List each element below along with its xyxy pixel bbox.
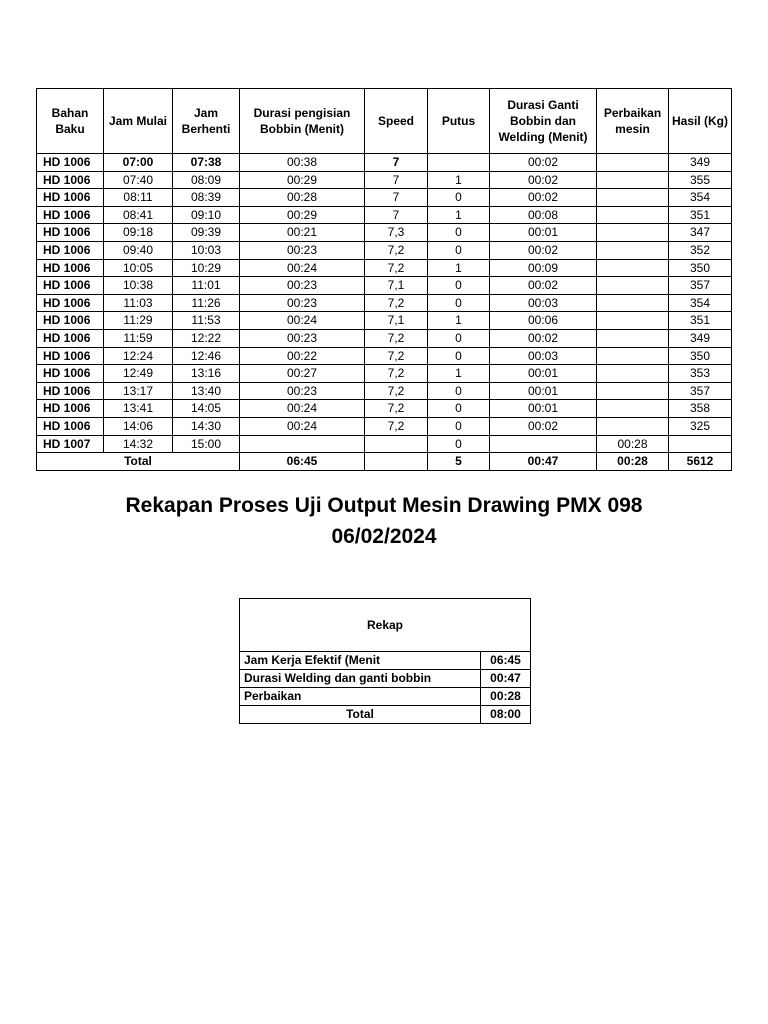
cell-speed: 7,2 [365, 365, 428, 383]
cell-durasi-ganti: 00:01 [490, 365, 597, 383]
cell-bahan-baku: HD 1006 [37, 312, 104, 330]
table-row [37, 312, 732, 330]
cell-jam-berhenti: 11:01 [173, 277, 240, 295]
cell-jam-mulai: 13:41 [104, 400, 173, 418]
cell-bahan-baku: HD 1006 [37, 189, 104, 207]
cell-hasil: 350 [669, 347, 732, 365]
cell-durasi-ganti: 00:02 [490, 277, 597, 295]
cell-speed: 7,3 [365, 224, 428, 242]
cell-durasi-ganti: 00:02 [490, 154, 597, 172]
rekap-header: Rekap [240, 599, 531, 652]
cell-perbaikan [597, 206, 669, 224]
cell-durasi-ganti: 00:02 [490, 329, 597, 347]
cell-durasi-pengisian: 00:24 [240, 259, 365, 277]
cell-perbaikan [597, 171, 669, 189]
cell-jam-mulai: 11:59 [104, 329, 173, 347]
cell-jam-berhenti: 14:30 [173, 417, 240, 435]
cell-bahan-baku: HD 1006 [37, 154, 104, 172]
cell-hasil: 349 [669, 154, 732, 172]
cell-hasil: 357 [669, 277, 732, 295]
cell-perbaikan [597, 312, 669, 330]
table-row [37, 365, 732, 383]
cell-hasil: 325 [669, 417, 732, 435]
cell-durasi-pengisian: 00:23 [240, 382, 365, 400]
cell-jam-mulai: 11:03 [104, 294, 173, 312]
cell-jam-mulai: 11:29 [104, 312, 173, 330]
rekap-row [240, 652, 531, 670]
cell-perbaikan [597, 347, 669, 365]
rekap-header-row [240, 599, 531, 652]
cell-putus: 0 [428, 347, 490, 365]
rekap-value: 00:28 [481, 688, 531, 706]
document-title [0, 490, 768, 552]
cell-jam-mulai: 10:05 [104, 259, 173, 277]
rekap-total-row [240, 706, 531, 724]
cell-jam-berhenti: 08:09 [173, 171, 240, 189]
cell-speed: 7,2 [365, 241, 428, 259]
cell-perbaikan: 00:28 [597, 435, 669, 453]
header-hasil: Hasil (Kg) [669, 89, 732, 154]
cell-durasi-ganti: 00:01 [490, 224, 597, 242]
cell-perbaikan [597, 382, 669, 400]
cell-putus: 0 [428, 241, 490, 259]
cell-hasil: 355 [669, 171, 732, 189]
cell-durasi-pengisian: 00:24 [240, 417, 365, 435]
cell-durasi-pengisian: 00:24 [240, 400, 365, 418]
header-jam-berhenti: Jam Berhenti [173, 89, 240, 154]
cell-perbaikan [597, 259, 669, 277]
cell-bahan-baku: HD 1006 [37, 206, 104, 224]
cell-bahan-baku: HD 1006 [37, 417, 104, 435]
header-durasi-pengisian: Durasi pengisian Bobbin (Menit) [240, 89, 365, 154]
cell-putus: 1 [428, 206, 490, 224]
cell-jam-berhenti: 13:16 [173, 365, 240, 383]
table-row [37, 241, 732, 259]
cell-jam-berhenti: 15:00 [173, 435, 240, 453]
table-row [37, 206, 732, 224]
header-perbaikan: Perbaikan mesin [597, 89, 669, 154]
cell-hasil: 347 [669, 224, 732, 242]
cell-durasi-pengisian: 00:27 [240, 365, 365, 383]
cell-jam-mulai: 14:32 [104, 435, 173, 453]
cell-jam-mulai: 13:17 [104, 382, 173, 400]
cell-jam-mulai: 08:41 [104, 206, 173, 224]
cell-putus: 1 [428, 365, 490, 383]
cell-perbaikan [597, 417, 669, 435]
table-row [37, 189, 732, 207]
cell-durasi-ganti: 00:08 [490, 206, 597, 224]
cell-durasi-ganti: 00:01 [490, 382, 597, 400]
table-row [37, 382, 732, 400]
cell-durasi-pengisian: 00:29 [240, 206, 365, 224]
cell-durasi-pengisian: 00:28 [240, 189, 365, 207]
cell-jam-mulai: 07:00 [104, 154, 173, 172]
cell-jam-mulai: 12:49 [104, 365, 173, 383]
table-row [37, 154, 732, 172]
table-header-row [37, 89, 732, 154]
total-speed [365, 453, 428, 471]
title-line-1: Rekapan Proses Uji Output Mesin Drawing PMX 098 [125, 494, 643, 517]
cell-jam-mulai: 12:24 [104, 347, 173, 365]
cell-bahan-baku: HD 1006 [37, 277, 104, 295]
cell-durasi-pengisian: 00:23 [240, 277, 365, 295]
cell-jam-berhenti: 11:26 [173, 294, 240, 312]
cell-putus: 0 [428, 224, 490, 242]
cell-jam-mulai: 07:40 [104, 171, 173, 189]
cell-jam-berhenti: 10:03 [173, 241, 240, 259]
cell-speed: 7,1 [365, 277, 428, 295]
cell-bahan-baku: HD 1006 [37, 382, 104, 400]
cell-perbaikan [597, 365, 669, 383]
rekap-total-label: Total [240, 706, 481, 724]
header-jam-mulai: Jam Mulai [104, 89, 173, 154]
total-row [37, 453, 732, 471]
total-hasil: 5612 [669, 453, 732, 471]
cell-hasil: 357 [669, 382, 732, 400]
cell-jam-mulai: 09:40 [104, 241, 173, 259]
cell-durasi-ganti: 00:02 [490, 171, 597, 189]
cell-speed: 7,2 [365, 382, 428, 400]
cell-putus: 0 [428, 189, 490, 207]
cell-putus: 0 [428, 277, 490, 295]
cell-durasi-ganti: 00:06 [490, 312, 597, 330]
header-durasi-ganti: Durasi Ganti Bobbin dan Welding (Menit) [490, 89, 597, 154]
cell-speed: 7,2 [365, 417, 428, 435]
table-row [37, 224, 732, 242]
title-date: 06/02/2024 [331, 525, 437, 548]
cell-bahan-baku: HD 1006 [37, 224, 104, 242]
cell-durasi-pengisian: 00:22 [240, 347, 365, 365]
cell-putus [428, 154, 490, 172]
cell-speed: 7 [365, 189, 428, 207]
total-perbaikan: 00:28 [597, 453, 669, 471]
cell-speed: 7,2 [365, 400, 428, 418]
cell-perbaikan [597, 294, 669, 312]
cell-durasi-pengisian: 00:21 [240, 224, 365, 242]
cell-bahan-baku: HD 1006 [37, 171, 104, 189]
table-body [37, 154, 732, 453]
cell-jam-mulai: 08:11 [104, 189, 173, 207]
cell-durasi-ganti: 00:03 [490, 294, 597, 312]
cell-putus: 0 [428, 329, 490, 347]
cell-hasil: 354 [669, 189, 732, 207]
table-row [37, 329, 732, 347]
cell-perbaikan [597, 154, 669, 172]
cell-durasi-ganti: 00:01 [490, 400, 597, 418]
cell-durasi-pengisian: 00:23 [240, 241, 365, 259]
cell-perbaikan [597, 329, 669, 347]
cell-hasil: 349 [669, 329, 732, 347]
cell-jam-berhenti: 07:38 [173, 154, 240, 172]
cell-hasil: 353 [669, 365, 732, 383]
cell-bahan-baku: HD 1006 [37, 241, 104, 259]
table-row [37, 171, 732, 189]
cell-jam-berhenti: 08:39 [173, 189, 240, 207]
cell-hasil: 352 [669, 241, 732, 259]
cell-hasil: 350 [669, 259, 732, 277]
cell-perbaikan [597, 241, 669, 259]
cell-jam-berhenti: 12:46 [173, 347, 240, 365]
cell-perbaikan [597, 189, 669, 207]
cell-jam-berhenti: 11:53 [173, 312, 240, 330]
cell-putus: 0 [428, 382, 490, 400]
cell-perbaikan [597, 400, 669, 418]
cell-jam-mulai: 09:18 [104, 224, 173, 242]
table-row [37, 400, 732, 418]
table-row [37, 417, 732, 435]
cell-putus: 1 [428, 259, 490, 277]
cell-jam-berhenti: 13:40 [173, 382, 240, 400]
header-putus: Putus [428, 89, 490, 154]
cell-durasi-pengisian: 00:38 [240, 154, 365, 172]
cell-speed: 7,2 [365, 259, 428, 277]
header-speed: Speed [365, 89, 428, 154]
cell-perbaikan [597, 224, 669, 242]
cell-speed: 7,2 [365, 347, 428, 365]
rekap-table [239, 598, 531, 724]
cell-jam-berhenti: 14:05 [173, 400, 240, 418]
cell-speed: 7,1 [365, 312, 428, 330]
cell-hasil: 351 [669, 206, 732, 224]
cell-jam-berhenti: 12:22 [173, 329, 240, 347]
table-row [37, 435, 732, 453]
cell-speed: 7 [365, 206, 428, 224]
cell-putus: 0 [428, 294, 490, 312]
cell-durasi-pengisian: 00:29 [240, 171, 365, 189]
cell-durasi-pengisian: 00:23 [240, 294, 365, 312]
cell-durasi-ganti: 00:03 [490, 347, 597, 365]
cell-durasi-pengisian [240, 435, 365, 453]
cell-bahan-baku: HD 1007 [37, 435, 104, 453]
total-durasi: 06:45 [240, 453, 365, 471]
cell-jam-berhenti: 09:10 [173, 206, 240, 224]
cell-durasi-ganti: 00:09 [490, 259, 597, 277]
cell-durasi-pengisian: 00:23 [240, 329, 365, 347]
table-row [37, 259, 732, 277]
cell-perbaikan [597, 277, 669, 295]
cell-putus: 0 [428, 417, 490, 435]
cell-speed: 7,2 [365, 329, 428, 347]
cell-bahan-baku: HD 1006 [37, 400, 104, 418]
cell-bahan-baku: HD 1006 [37, 259, 104, 277]
cell-speed: 7 [365, 154, 428, 172]
cell-hasil: 358 [669, 400, 732, 418]
cell-durasi-ganti [490, 435, 597, 453]
total-label: Total [37, 453, 240, 471]
rekap-label: Durasi Welding dan ganti bobbin [240, 670, 481, 688]
cell-bahan-baku: HD 1006 [37, 347, 104, 365]
cell-speed: 7 [365, 171, 428, 189]
rekap-label: Perbaikan [240, 688, 481, 706]
cell-durasi-pengisian: 00:24 [240, 312, 365, 330]
cell-jam-berhenti: 10:29 [173, 259, 240, 277]
cell-putus: 1 [428, 312, 490, 330]
cell-speed [365, 435, 428, 453]
rekap-value: 06:45 [481, 652, 531, 670]
table-row [37, 347, 732, 365]
rekap-label: Jam Kerja Efektif (Menit [240, 652, 481, 670]
cell-hasil: 351 [669, 312, 732, 330]
table-row [37, 277, 732, 295]
cell-putus: 0 [428, 400, 490, 418]
rekap-row [240, 688, 531, 706]
header-bahan-baku: Bahan Baku [37, 89, 104, 154]
rekap-value: 00:47 [481, 670, 531, 688]
cell-bahan-baku: HD 1006 [37, 365, 104, 383]
cell-bahan-baku: HD 1006 [37, 294, 104, 312]
rekap-row [240, 670, 531, 688]
cell-putus: 0 [428, 435, 490, 453]
cell-hasil: 354 [669, 294, 732, 312]
cell-hasil [669, 435, 732, 453]
total-putus: 5 [428, 453, 490, 471]
cell-jam-mulai: 10:38 [104, 277, 173, 295]
cell-jam-mulai: 14:06 [104, 417, 173, 435]
cell-speed: 7,2 [365, 294, 428, 312]
cell-putus: 1 [428, 171, 490, 189]
cell-bahan-baku: HD 1006 [37, 329, 104, 347]
cell-durasi-ganti: 00:02 [490, 241, 597, 259]
production-table [36, 88, 732, 471]
cell-durasi-ganti: 00:02 [490, 417, 597, 435]
cell-durasi-ganti: 00:02 [490, 189, 597, 207]
rekap-total-value: 08:00 [481, 706, 531, 724]
cell-jam-berhenti: 09:39 [173, 224, 240, 242]
table-row [37, 294, 732, 312]
total-ganti: 00:47 [490, 453, 597, 471]
